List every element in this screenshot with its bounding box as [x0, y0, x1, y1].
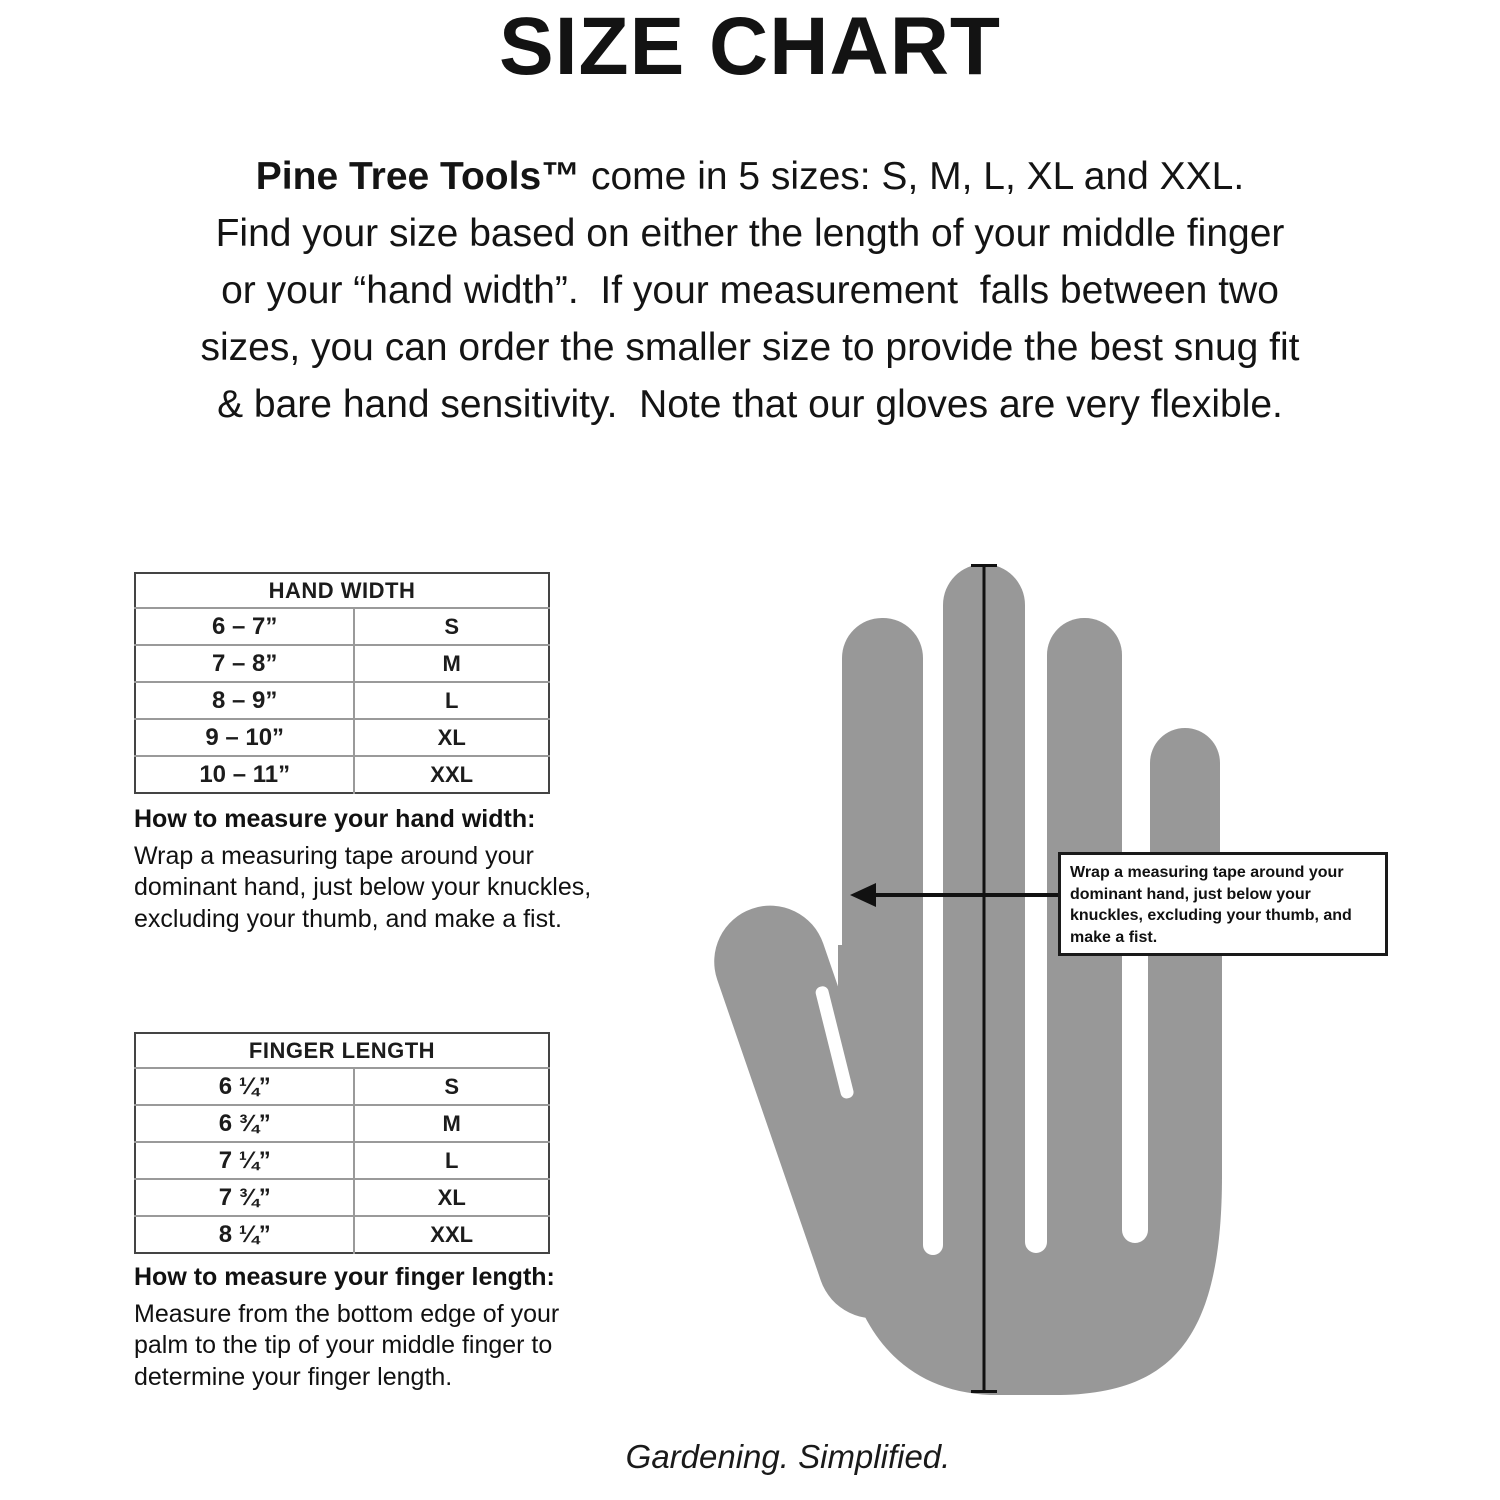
table-cell-measurement: 6 ¾”: [135, 1105, 354, 1142]
table-cell-measurement: 6 ¼”: [135, 1068, 354, 1105]
finger-length-table-header: FINGER LENGTH: [248, 1037, 436, 1063]
intro-line-2: Find your size based on either the length of your middle finger: [215, 212, 1285, 255]
table-header-row: [135, 1033, 549, 1068]
intro-line-3: or your “hand width”. If your measurement falls between two: [221, 269, 1279, 312]
finger-length-instructions-title: How to measure your finger length:: [134, 1263, 555, 1291]
finger-length-instructions-line: determine your finger length.: [134, 1362, 453, 1391]
intro-line-4: sizes, you can order the smaller size to provide the best snug fit: [200, 326, 1300, 369]
finger-length-line-bottom-tick: [971, 1390, 997, 1393]
hand-width-instructions: [134, 804, 694, 935]
table-row: [135, 1216, 549, 1253]
table-cell-measurement: 9 – 10”: [135, 719, 354, 756]
table-header-row: [135, 573, 549, 608]
tagline: Gardening. Simplified.: [625, 1438, 951, 1475]
table-cell-size: S: [354, 608, 549, 645]
page-title: SIZE CHART: [499, 1, 1001, 92]
measurement-callout-text: Wrap a measuring tape around your dominant hand, just below your knuckles, excluding your thumb, and make a fist.: [1070, 864, 1352, 946]
table-cell-size: S: [354, 1068, 549, 1105]
measurement-callout-box: [1058, 852, 1388, 956]
table-row: [135, 608, 549, 645]
hand-width-table: [134, 572, 550, 794]
table-cell-measurement: 7 ¾”: [135, 1179, 354, 1216]
finger-length-instructions-line: palm to the tip of your middle finger to: [134, 1331, 553, 1359]
table-cell-size: XXL: [354, 756, 549, 793]
hand-width-measurement-line: [872, 893, 1064, 897]
finger-length-measurement-line: [983, 565, 986, 1393]
table-cell-measurement: 7 – 8”: [135, 645, 354, 682]
table-cell-size: M: [354, 1105, 549, 1142]
finger-length-instructions-line: Measure from the bottom edge of your: [134, 1299, 560, 1328]
hand-width-instructions-line: dominant hand, just below your knuckles,: [134, 873, 592, 901]
table-cell-size: XL: [354, 1179, 549, 1216]
table-cell-size: L: [354, 1142, 549, 1179]
table-row: [135, 1179, 549, 1216]
table-cell-size: M: [354, 645, 549, 682]
hand-width-instructions-line: Wrap a measuring tape around your: [134, 841, 534, 870]
table-row: [135, 756, 549, 793]
table-cell-measurement: 7 ¼”: [135, 1142, 354, 1179]
table-row: [135, 719, 549, 756]
finger-length-instructions: [134, 1262, 694, 1393]
hand-width-instructions-line: excluding your thumb, and make a fist.: [134, 904, 563, 933]
intro-line-1: [0, 148, 1500, 205]
intro-paragraph: [0, 148, 1500, 433]
hand-width-table-header: HAND WIDTH: [268, 577, 416, 603]
intro-line-5: & bare hand sensitivity. Note that our gloves are very flexible.: [217, 383, 1283, 426]
hand-width-instructions-title: How to measure your hand width:: [134, 805, 536, 833]
finger-gap: [1025, 895, 1047, 1253]
brand-name: Pine Tree Tools™: [255, 155, 581, 198]
table-cell-measurement: 10 – 11”: [135, 756, 354, 793]
table-row: [135, 1105, 549, 1142]
table-row: [135, 1068, 549, 1105]
finger-gap: [923, 895, 943, 1255]
table-cell-size: L: [354, 682, 549, 719]
table-cell-size: XXL: [354, 1216, 549, 1253]
table-row: [135, 1142, 549, 1179]
hand-diagram: [660, 545, 1420, 1410]
table-row: [135, 682, 549, 719]
table-cell-size: XL: [354, 719, 549, 756]
table-cell-measurement: 8 – 9”: [135, 682, 354, 719]
table-cell-measurement: 8 ¼”: [135, 1216, 354, 1253]
table-cell-measurement: 6 – 7”: [135, 608, 354, 645]
table-row: [135, 645, 549, 682]
intro-line-1-rest: come in 5 sizes: S, M, L, XL and XXL.: [580, 155, 1245, 198]
finger-length-table: [134, 1032, 550, 1254]
